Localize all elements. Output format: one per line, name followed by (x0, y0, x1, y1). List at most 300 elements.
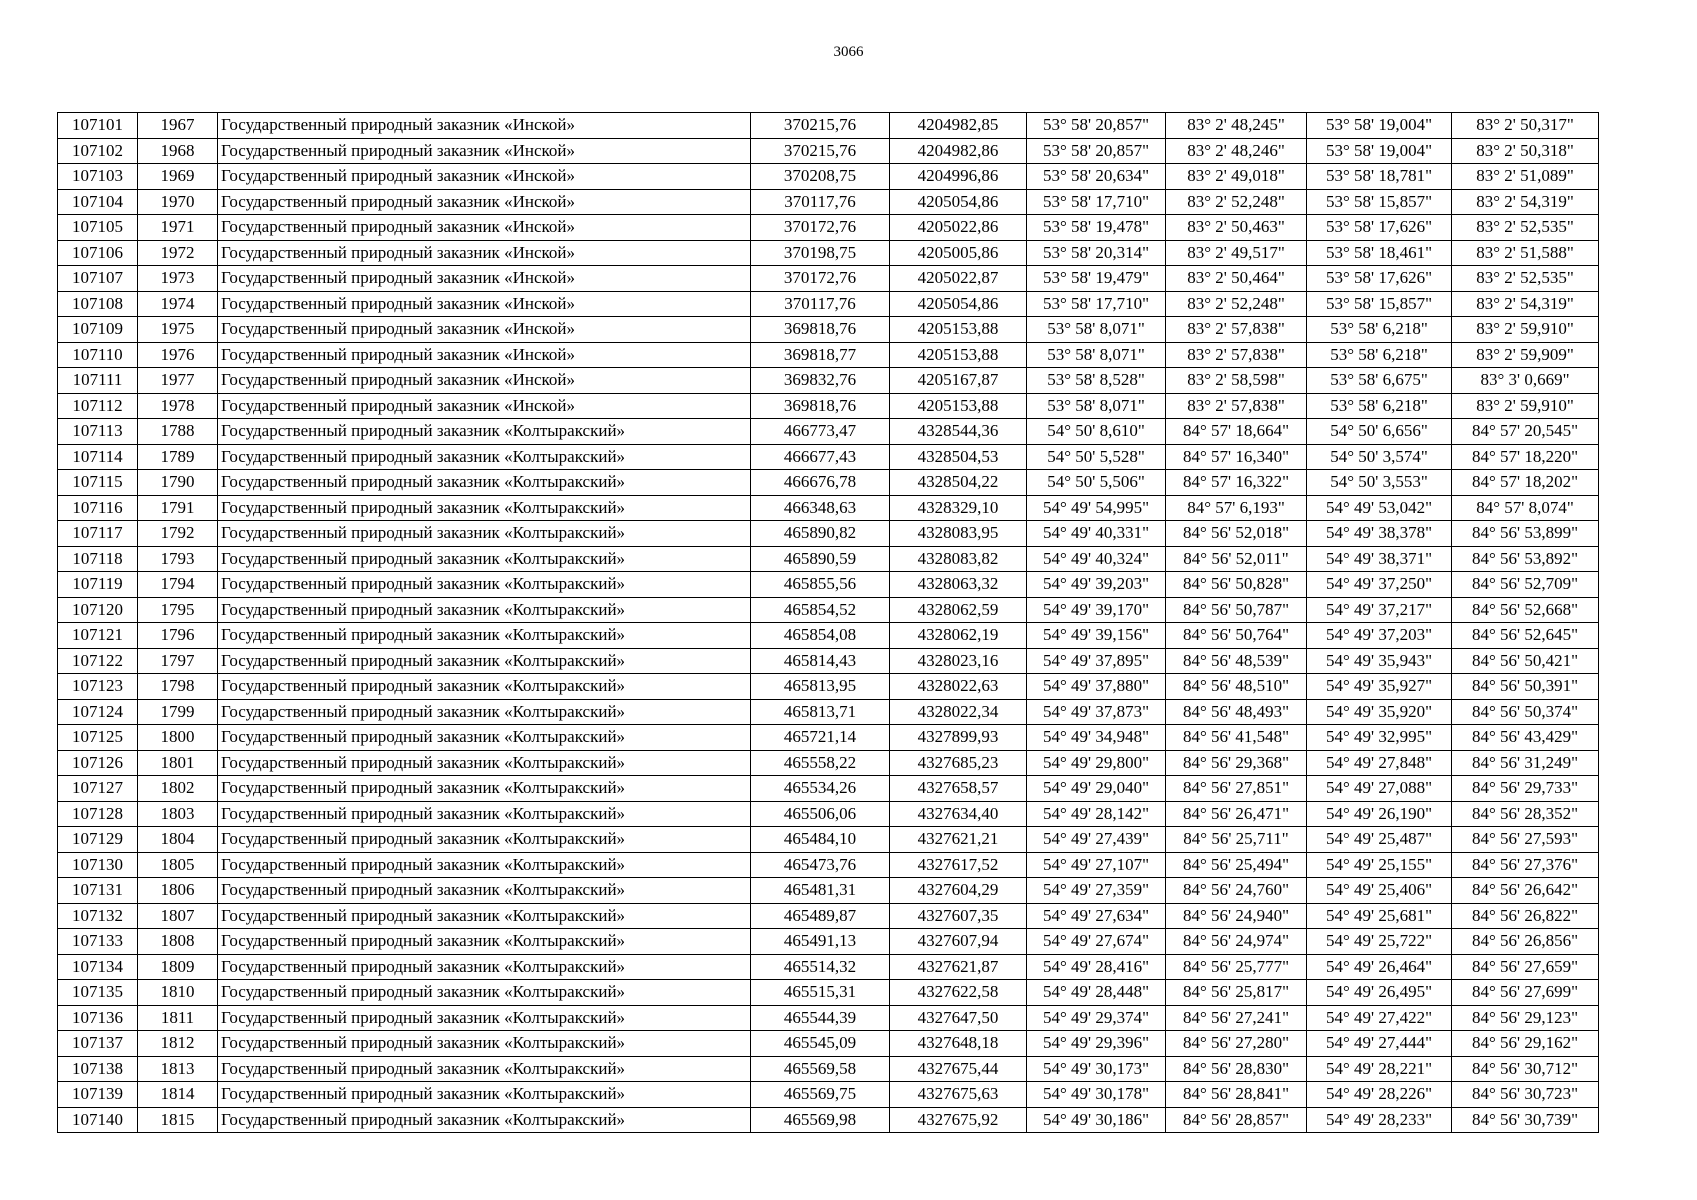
coord-y-cell: 4328022,63 (890, 674, 1027, 700)
table-row (58, 750, 1599, 776)
longitude-2-cell: 84° 56' 52,668" (1452, 597, 1599, 623)
table-row (58, 419, 1599, 445)
table-row (58, 215, 1599, 241)
object-name-cell: Государственный природный заказник «Колтыракский» (218, 1107, 751, 1133)
object-name-cell: Государственный природный заказник «Колтыракский» (218, 674, 751, 700)
coord-x-cell: 465473,76 (751, 852, 890, 878)
object-name-cell: Государственный природный заказник «Инской» (218, 342, 751, 368)
coord-x-cell: 370172,76 (751, 215, 890, 241)
object-name-cell: Государственный природный заказник «Колтыракский» (218, 699, 751, 725)
latitude-1-cell: 53° 58' 20,857" (1027, 138, 1166, 164)
longitude-2-cell: 83° 2' 59,909" (1452, 342, 1599, 368)
record-id-cell: 107138 (58, 1056, 138, 1082)
record-id-cell: 107113 (58, 419, 138, 445)
longitude-2-cell: 84° 56' 27,593" (1452, 827, 1599, 853)
coord-x-cell: 465569,58 (751, 1056, 890, 1082)
coord-x-cell: 465569,98 (751, 1107, 890, 1133)
latitude-2-cell: 54° 49' 28,226" (1307, 1082, 1452, 1108)
object-name-cell: Государственный природный заказник «Колтыракский» (218, 1031, 751, 1057)
point-number-cell: 1803 (138, 801, 218, 827)
record-id-cell: 107125 (58, 725, 138, 751)
table-row (58, 266, 1599, 292)
table-row (58, 1005, 1599, 1031)
point-number-cell: 1972 (138, 240, 218, 266)
longitude-2-cell: 84° 56' 27,659" (1452, 954, 1599, 980)
latitude-2-cell: 53° 58' 6,675" (1307, 368, 1452, 394)
object-name-cell: Государственный природный заказник «Колтыракский» (218, 521, 751, 547)
longitude-2-cell: 83° 2' 50,317" (1452, 113, 1599, 139)
longitude-1-cell: 84° 57' 6,193" (1166, 495, 1307, 521)
record-id-cell: 107101 (58, 113, 138, 139)
latitude-2-cell: 53° 58' 6,218" (1307, 317, 1452, 343)
record-id-cell: 107117 (58, 521, 138, 547)
latitude-2-cell: 54° 49' 28,221" (1307, 1056, 1452, 1082)
latitude-1-cell: 54° 49' 29,396" (1027, 1031, 1166, 1057)
longitude-2-cell: 84° 56' 26,856" (1452, 929, 1599, 955)
longitude-1-cell: 84° 56' 27,241" (1166, 1005, 1307, 1031)
table-row (58, 878, 1599, 904)
longitude-2-cell: 83° 2' 59,910" (1452, 393, 1599, 419)
record-id-cell: 107123 (58, 674, 138, 700)
longitude-1-cell: 84° 56' 28,841" (1166, 1082, 1307, 1108)
point-number-cell: 1815 (138, 1107, 218, 1133)
coord-x-cell: 465813,71 (751, 699, 890, 725)
point-number-cell: 1791 (138, 495, 218, 521)
coord-y-cell: 4327899,93 (890, 725, 1027, 751)
coord-y-cell: 4328083,82 (890, 546, 1027, 572)
latitude-1-cell: 54° 49' 30,173" (1027, 1056, 1166, 1082)
coord-y-cell: 4204996,86 (890, 164, 1027, 190)
latitude-1-cell: 53° 58' 17,710" (1027, 189, 1166, 215)
latitude-2-cell: 54° 49' 27,444" (1307, 1031, 1452, 1057)
longitude-1-cell: 83° 2' 52,248" (1166, 189, 1307, 215)
coord-y-cell: 4327607,35 (890, 903, 1027, 929)
record-id-cell: 107121 (58, 623, 138, 649)
latitude-1-cell: 54° 50' 8,610" (1027, 419, 1166, 445)
coord-x-cell: 466773,47 (751, 419, 890, 445)
table-row (58, 648, 1599, 674)
longitude-2-cell: 84° 56' 30,712" (1452, 1056, 1599, 1082)
point-number-cell: 1789 (138, 444, 218, 470)
longitude-1-cell: 83° 2' 52,248" (1166, 291, 1307, 317)
latitude-2-cell: 54° 49' 38,378" (1307, 521, 1452, 547)
table-row (58, 597, 1599, 623)
object-name-cell: Государственный природный заказник «Колтыракский» (218, 801, 751, 827)
object-name-cell: Государственный природный заказник «Инской» (218, 393, 751, 419)
longitude-1-cell: 83° 2' 57,838" (1166, 317, 1307, 343)
table-row (58, 903, 1599, 929)
table-row (58, 852, 1599, 878)
coord-x-cell: 370172,76 (751, 266, 890, 292)
latitude-1-cell: 54° 49' 54,995" (1027, 495, 1166, 521)
longitude-1-cell: 83° 2' 48,246" (1166, 138, 1307, 164)
record-id-cell: 107104 (58, 189, 138, 215)
latitude-1-cell: 54° 49' 37,895" (1027, 648, 1166, 674)
point-number-cell: 1810 (138, 980, 218, 1006)
object-name-cell: Государственный природный заказник «Колтыракский» (218, 827, 751, 853)
table-row (58, 980, 1599, 1006)
coord-y-cell: 4205153,88 (890, 342, 1027, 368)
latitude-1-cell: 53° 58' 8,071" (1027, 393, 1166, 419)
longitude-1-cell: 84° 56' 52,011" (1166, 546, 1307, 572)
table-row (58, 368, 1599, 394)
object-name-cell: Государственный природный заказник «Колтыракский» (218, 1056, 751, 1082)
record-id-cell: 107130 (58, 852, 138, 878)
record-id-cell: 107107 (58, 266, 138, 292)
longitude-2-cell: 84° 57' 20,545" (1452, 419, 1599, 445)
coord-x-cell: 465854,52 (751, 597, 890, 623)
latitude-2-cell: 54° 49' 38,371" (1307, 546, 1452, 572)
point-number-cell: 1969 (138, 164, 218, 190)
table-row (58, 699, 1599, 725)
point-number-cell: 1812 (138, 1031, 218, 1057)
point-number-cell: 1800 (138, 725, 218, 751)
longitude-1-cell: 84° 56' 48,493" (1166, 699, 1307, 725)
longitude-1-cell: 84° 56' 41,548" (1166, 725, 1307, 751)
point-number-cell: 1967 (138, 113, 218, 139)
coord-y-cell: 4327675,92 (890, 1107, 1027, 1133)
longitude-1-cell: 84° 56' 25,494" (1166, 852, 1307, 878)
point-number-cell: 1794 (138, 572, 218, 598)
longitude-1-cell: 84° 56' 50,787" (1166, 597, 1307, 623)
record-id-cell: 107133 (58, 929, 138, 955)
point-number-cell: 1809 (138, 954, 218, 980)
coord-y-cell: 4328022,34 (890, 699, 1027, 725)
object-name-cell: Государственный природный заказник «Инской» (218, 266, 751, 292)
point-number-cell: 1808 (138, 929, 218, 955)
latitude-1-cell: 53° 58' 19,478" (1027, 215, 1166, 241)
point-number-cell: 1790 (138, 470, 218, 496)
latitude-2-cell: 54° 50' 6,656" (1307, 419, 1452, 445)
latitude-2-cell: 54° 49' 27,422" (1307, 1005, 1452, 1031)
longitude-2-cell: 84° 56' 29,123" (1452, 1005, 1599, 1031)
longitude-1-cell: 83° 2' 49,517" (1166, 240, 1307, 266)
longitude-2-cell: 83° 2' 51,588" (1452, 240, 1599, 266)
point-number-cell: 1802 (138, 776, 218, 802)
point-number-cell: 1792 (138, 521, 218, 547)
point-number-cell: 1805 (138, 852, 218, 878)
latitude-1-cell: 54° 49' 40,324" (1027, 546, 1166, 572)
latitude-1-cell: 54° 49' 37,873" (1027, 699, 1166, 725)
point-number-cell: 1798 (138, 674, 218, 700)
latitude-1-cell: 54° 49' 40,331" (1027, 521, 1166, 547)
object-name-cell: Государственный природный заказник «Колтыракский» (218, 725, 751, 751)
longitude-2-cell: 83° 2' 59,910" (1452, 317, 1599, 343)
point-number-cell: 1974 (138, 291, 218, 317)
longitude-2-cell: 84° 56' 26,642" (1452, 878, 1599, 904)
longitude-2-cell: 84° 56' 50,421" (1452, 648, 1599, 674)
longitude-1-cell: 84° 56' 29,368" (1166, 750, 1307, 776)
latitude-2-cell: 54° 49' 53,042" (1307, 495, 1452, 521)
coord-y-cell: 4327617,52 (890, 852, 1027, 878)
point-number-cell: 1807 (138, 903, 218, 929)
longitude-1-cell: 83° 2' 50,464" (1166, 266, 1307, 292)
longitude-2-cell: 83° 3' 0,669" (1452, 368, 1599, 394)
longitude-1-cell: 84° 56' 28,830" (1166, 1056, 1307, 1082)
latitude-2-cell: 54° 49' 26,495" (1307, 980, 1452, 1006)
coord-x-cell: 465481,31 (751, 878, 890, 904)
coord-y-cell: 4327604,29 (890, 878, 1027, 904)
latitude-2-cell: 54° 49' 37,217" (1307, 597, 1452, 623)
longitude-1-cell: 84° 56' 25,777" (1166, 954, 1307, 980)
coord-x-cell: 465491,13 (751, 929, 890, 955)
table-row (58, 444, 1599, 470)
longitude-2-cell: 84° 56' 28,352" (1452, 801, 1599, 827)
coord-x-cell: 370117,76 (751, 189, 890, 215)
table-row (58, 725, 1599, 751)
record-id-cell: 107132 (58, 903, 138, 929)
longitude-2-cell: 84° 56' 27,376" (1452, 852, 1599, 878)
object-name-cell: Государственный природный заказник «Колтыракский» (218, 980, 751, 1006)
coord-y-cell: 4204982,86 (890, 138, 1027, 164)
point-number-cell: 1976 (138, 342, 218, 368)
longitude-1-cell: 83° 2' 50,463" (1166, 215, 1307, 241)
record-id-cell: 107110 (58, 342, 138, 368)
latitude-1-cell: 54° 49' 29,800" (1027, 750, 1166, 776)
point-number-cell: 1796 (138, 623, 218, 649)
record-id-cell: 107134 (58, 954, 138, 980)
coord-y-cell: 4205153,88 (890, 393, 1027, 419)
point-number-cell: 1973 (138, 266, 218, 292)
longitude-1-cell: 84° 56' 27,280" (1166, 1031, 1307, 1057)
coord-x-cell: 369818,77 (751, 342, 890, 368)
table-row (58, 342, 1599, 368)
latitude-1-cell: 54° 49' 27,439" (1027, 827, 1166, 853)
record-id-cell: 107137 (58, 1031, 138, 1057)
latitude-2-cell: 54° 49' 35,920" (1307, 699, 1452, 725)
page-number: 3066 (833, 44, 864, 60)
object-name-cell: Государственный природный заказник «Колтыракский» (218, 419, 751, 445)
record-id-cell: 107136 (58, 1005, 138, 1031)
latitude-2-cell: 53° 58' 17,626" (1307, 266, 1452, 292)
latitude-1-cell: 54° 49' 34,948" (1027, 725, 1166, 751)
coord-y-cell: 4205167,87 (890, 368, 1027, 394)
object-name-cell: Государственный природный заказник «Инской» (218, 317, 751, 343)
longitude-2-cell: 84° 56' 29,733" (1452, 776, 1599, 802)
longitude-1-cell: 84° 56' 52,018" (1166, 521, 1307, 547)
object-name-cell: Государственный природный заказник «Инской» (218, 164, 751, 190)
latitude-2-cell: 54° 49' 26,190" (1307, 801, 1452, 827)
record-id-cell: 107106 (58, 240, 138, 266)
object-name-cell: Государственный природный заказник «Инской» (218, 368, 751, 394)
point-number-cell: 1788 (138, 419, 218, 445)
latitude-1-cell: 54° 49' 28,142" (1027, 801, 1166, 827)
table-row (58, 546, 1599, 572)
coord-y-cell: 4205005,86 (890, 240, 1027, 266)
longitude-2-cell: 84° 56' 31,249" (1452, 750, 1599, 776)
record-id-cell: 107131 (58, 878, 138, 904)
longitude-2-cell: 84° 56' 50,374" (1452, 699, 1599, 725)
point-number-cell: 1978 (138, 393, 218, 419)
longitude-2-cell: 83° 2' 54,319" (1452, 189, 1599, 215)
table-row (58, 189, 1599, 215)
latitude-1-cell: 54° 49' 29,374" (1027, 1005, 1166, 1031)
longitude-2-cell: 84° 56' 30,739" (1452, 1107, 1599, 1133)
longitude-1-cell: 84° 56' 50,828" (1166, 572, 1307, 598)
coord-y-cell: 4327675,63 (890, 1082, 1027, 1108)
object-name-cell: Государственный природный заказник «Колтыракский» (218, 929, 751, 955)
latitude-1-cell: 54° 49' 37,880" (1027, 674, 1166, 700)
longitude-1-cell: 84° 56' 27,851" (1166, 776, 1307, 802)
coord-x-cell: 465890,59 (751, 546, 890, 572)
table-row (58, 164, 1599, 190)
latitude-2-cell: 54° 50' 3,553" (1307, 470, 1452, 496)
latitude-1-cell: 54° 49' 29,040" (1027, 776, 1166, 802)
longitude-2-cell: 84° 57' 18,220" (1452, 444, 1599, 470)
record-id-cell: 107129 (58, 827, 138, 853)
record-id-cell: 107120 (58, 597, 138, 623)
longitude-2-cell: 84° 56' 50,391" (1452, 674, 1599, 700)
longitude-1-cell: 84° 57' 16,322" (1166, 470, 1307, 496)
coord-y-cell: 4205022,87 (890, 266, 1027, 292)
table-row (58, 113, 1599, 139)
latitude-1-cell: 54° 49' 27,634" (1027, 903, 1166, 929)
coord-x-cell: 466676,78 (751, 470, 890, 496)
latitude-2-cell: 54° 49' 35,927" (1307, 674, 1452, 700)
record-id-cell: 107126 (58, 750, 138, 776)
record-id-cell: 107108 (58, 291, 138, 317)
table-row (58, 827, 1599, 853)
record-id-cell: 107139 (58, 1082, 138, 1108)
coord-x-cell: 369818,76 (751, 393, 890, 419)
object-name-cell: Государственный природный заказник «Колтыракский» (218, 750, 751, 776)
longitude-2-cell: 83° 2' 50,318" (1452, 138, 1599, 164)
table-row (58, 954, 1599, 980)
latitude-2-cell: 53° 58' 6,218" (1307, 342, 1452, 368)
latitude-1-cell: 53° 58' 17,710" (1027, 291, 1166, 317)
coord-y-cell: 4327634,40 (890, 801, 1027, 827)
record-id-cell: 107109 (58, 317, 138, 343)
record-id-cell: 107140 (58, 1107, 138, 1133)
object-name-cell: Государственный природный заказник «Инской» (218, 113, 751, 139)
object-name-cell: Государственный природный заказник «Инской» (218, 240, 751, 266)
latitude-1-cell: 53° 58' 8,071" (1027, 342, 1166, 368)
latitude-1-cell: 54° 49' 27,359" (1027, 878, 1166, 904)
point-number-cell: 1793 (138, 546, 218, 572)
coord-x-cell: 465721,14 (751, 725, 890, 751)
latitude-1-cell: 54° 49' 27,107" (1027, 852, 1166, 878)
latitude-1-cell: 54° 49' 30,178" (1027, 1082, 1166, 1108)
latitude-2-cell: 54° 49' 28,233" (1307, 1107, 1452, 1133)
latitude-2-cell: 54° 49' 25,681" (1307, 903, 1452, 929)
latitude-1-cell: 54° 49' 30,186" (1027, 1107, 1166, 1133)
coord-y-cell: 4328062,19 (890, 623, 1027, 649)
latitude-2-cell: 54° 49' 25,406" (1307, 878, 1452, 904)
object-name-cell: Государственный природный заказник «Колтыракский» (218, 648, 751, 674)
table-row (58, 1082, 1599, 1108)
coord-x-cell: 465515,31 (751, 980, 890, 1006)
latitude-1-cell: 54° 50' 5,528" (1027, 444, 1166, 470)
object-name-cell: Государственный природный заказник «Колтыракский» (218, 572, 751, 598)
coord-x-cell: 465855,56 (751, 572, 890, 598)
record-id-cell: 107115 (58, 470, 138, 496)
longitude-1-cell: 83° 2' 49,018" (1166, 164, 1307, 190)
coord-y-cell: 4327607,94 (890, 929, 1027, 955)
point-number-cell: 1806 (138, 878, 218, 904)
latitude-2-cell: 53° 58' 19,004" (1307, 113, 1452, 139)
latitude-1-cell: 54° 49' 28,448" (1027, 980, 1166, 1006)
longitude-1-cell: 84° 56' 26,471" (1166, 801, 1307, 827)
coord-x-cell: 465514,32 (751, 954, 890, 980)
coord-y-cell: 4327658,57 (890, 776, 1027, 802)
record-id-cell: 107116 (58, 495, 138, 521)
table-row (58, 1107, 1599, 1133)
coord-x-cell: 465545,09 (751, 1031, 890, 1057)
coord-x-cell: 465569,75 (751, 1082, 890, 1108)
object-name-cell: Государственный природный заказник «Колтыракский» (218, 776, 751, 802)
latitude-1-cell: 54° 50' 5,506" (1027, 470, 1166, 496)
coord-x-cell: 465558,22 (751, 750, 890, 776)
latitude-2-cell: 54° 49' 37,203" (1307, 623, 1452, 649)
longitude-1-cell: 84° 56' 24,974" (1166, 929, 1307, 955)
object-name-cell: Государственный природный заказник «Инской» (218, 189, 751, 215)
longitude-2-cell: 84° 56' 43,429" (1452, 725, 1599, 751)
record-id-cell: 107105 (58, 215, 138, 241)
coord-x-cell: 369818,76 (751, 317, 890, 343)
record-id-cell: 107128 (58, 801, 138, 827)
latitude-2-cell: 54° 49' 26,464" (1307, 954, 1452, 980)
object-name-cell: Государственный природный заказник «Колтыракский» (218, 597, 751, 623)
coord-y-cell: 4328504,53 (890, 444, 1027, 470)
coord-y-cell: 4327685,23 (890, 750, 1027, 776)
latitude-2-cell: 53° 58' 19,004" (1307, 138, 1452, 164)
record-id-cell: 107127 (58, 776, 138, 802)
object-name-cell: Государственный природный заказник «Колтыракский» (218, 1082, 751, 1108)
coord-x-cell: 465484,10 (751, 827, 890, 853)
object-name-cell: Государственный природный заказник «Колтыракский» (218, 852, 751, 878)
coord-y-cell: 4328062,59 (890, 597, 1027, 623)
coord-y-cell: 4328023,16 (890, 648, 1027, 674)
coord-y-cell: 4327675,44 (890, 1056, 1027, 1082)
latitude-2-cell: 54° 49' 32,995" (1307, 725, 1452, 751)
record-id-cell: 107119 (58, 572, 138, 598)
object-name-cell: Государственный природный заказник «Колтыракский» (218, 954, 751, 980)
latitude-2-cell: 54° 49' 27,088" (1307, 776, 1452, 802)
table-row (58, 240, 1599, 266)
point-number-cell: 1811 (138, 1005, 218, 1031)
longitude-1-cell: 84° 56' 48,539" (1166, 648, 1307, 674)
point-number-cell: 1801 (138, 750, 218, 776)
longitude-1-cell: 84° 56' 25,817" (1166, 980, 1307, 1006)
longitude-2-cell: 84° 56' 30,723" (1452, 1082, 1599, 1108)
record-id-cell: 107135 (58, 980, 138, 1006)
coord-y-cell: 4328063,32 (890, 572, 1027, 598)
coord-y-cell: 4328504,22 (890, 470, 1027, 496)
latitude-1-cell: 53° 58' 20,634" (1027, 164, 1166, 190)
point-number-cell: 1797 (138, 648, 218, 674)
coord-x-cell: 465544,39 (751, 1005, 890, 1031)
longitude-1-cell: 83° 2' 57,838" (1166, 393, 1307, 419)
latitude-1-cell: 53° 58' 20,314" (1027, 240, 1166, 266)
table-row (58, 674, 1599, 700)
coord-y-cell: 4327648,18 (890, 1031, 1027, 1057)
table-row (58, 1031, 1599, 1057)
longitude-2-cell: 84° 56' 26,822" (1452, 903, 1599, 929)
coord-y-cell: 4327622,58 (890, 980, 1027, 1006)
table-row (58, 470, 1599, 496)
longitude-2-cell: 84° 56' 27,699" (1452, 980, 1599, 1006)
point-number-cell: 1814 (138, 1082, 218, 1108)
latitude-1-cell: 54° 49' 39,203" (1027, 572, 1166, 598)
latitude-2-cell: 54° 49' 25,722" (1307, 929, 1452, 955)
longitude-2-cell: 83° 2' 52,535" (1452, 266, 1599, 292)
latitude-1-cell: 53° 58' 20,857" (1027, 113, 1166, 139)
record-id-cell: 107112 (58, 393, 138, 419)
point-number-cell: 1804 (138, 827, 218, 853)
longitude-2-cell: 84° 57' 8,074" (1452, 495, 1599, 521)
object-name-cell: Государственный природный заказник «Инской» (218, 291, 751, 317)
coord-x-cell: 465813,95 (751, 674, 890, 700)
